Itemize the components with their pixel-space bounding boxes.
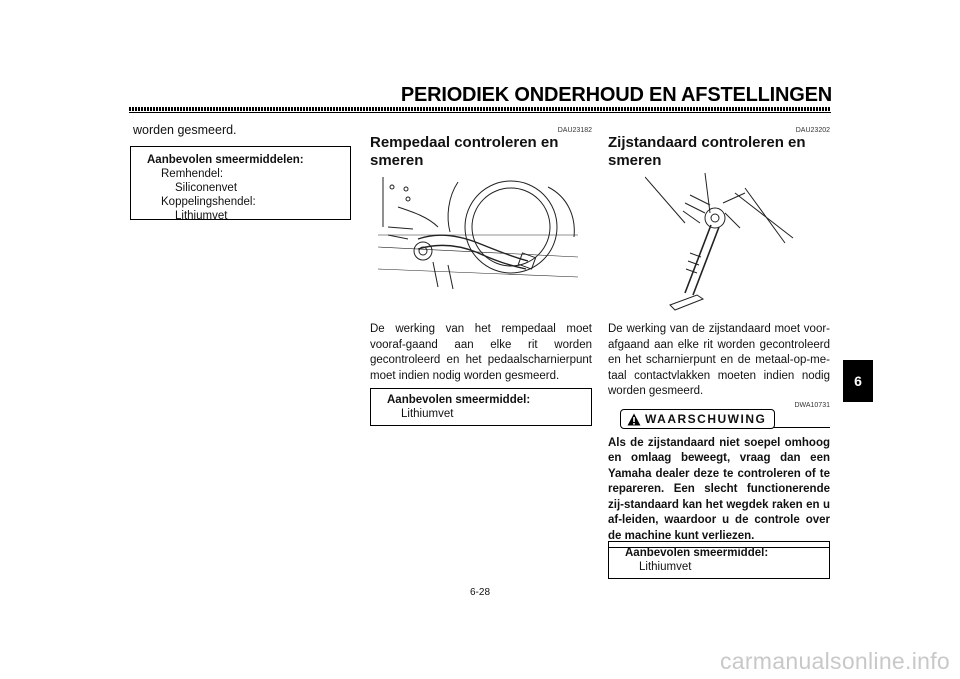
section-paragraph: De werking van het rempedaal moet vooraf-gaand aan elke rit worden gecontroleerd en het pedaalscharnierpunt moet indien nodig worden gesmeerd. [370, 323, 592, 382]
warning-text: Als de zijstandaard niet soepel omhoog en omlaag beweegt, vraag dan een Yamaha dealer deze te controleren of te repareren. Een slecht functionerende zij-standaard kan het wegdek raken en u af-leiden, waardoor u de controle over de machine kunt verliezen. [608, 436, 830, 542]
brake-pedal-drawing [378, 177, 578, 307]
sidestand-illustration [645, 173, 795, 313]
warning-triangle-icon [627, 413, 641, 426]
header-rule-thin [129, 112, 831, 113]
middle-lubricant-box [370, 388, 592, 426]
warning-block [608, 402, 830, 548]
section-code: DAU23202 [795, 127, 830, 134]
left-lubricant-line: Lithiumvet [175, 210, 228, 222]
section-code: DAU23182 [557, 127, 592, 134]
page-number: 6-28 [469, 587, 490, 598]
right-lubricant-title: Aanbevolen smeermiddel: [625, 547, 769, 559]
watermark: carmanualsonline.info [719, 648, 950, 674]
warning-label: WAARSCHUWING [645, 412, 767, 426]
left-lubricant-line: Remhendel: [161, 168, 224, 180]
section-paragraph: De werking van de zijstandaard moet voor-afgaand aan elke rit worden gecontroleerd en het scharnierpunt en de metaal-op-me-taal contactvlakken moeten indien nodig worden gesmeerd. [608, 323, 830, 397]
chapter-tab: 6 [843, 360, 873, 402]
right-lubricant-value: Lithiumvet [639, 561, 692, 573]
left-intro-text: worden gesmeerd. [133, 123, 237, 137]
warning-rule [774, 427, 830, 428]
middle-lubricant-title: Aanbevolen smeermiddel: [387, 394, 531, 406]
right-lubricant-box [608, 541, 830, 579]
left-lubricant-line: Siliconenvet [175, 182, 238, 194]
page-header-title: PERIODIEK ONDERHOUD EN AFSTELLINGEN [400, 84, 832, 106]
warning-code: DWA10731 [794, 402, 830, 409]
brake-pedal-illustration [378, 177, 578, 307]
left-lubricant-title: Aanbevolen smeermiddelen: [147, 154, 304, 166]
section-heading: Rempedaal controleren en smeren [370, 134, 559, 169]
left-lubricant-box [130, 146, 351, 220]
warning-badge [620, 409, 775, 429]
middle-lubricant-value: Lithiumvet [401, 408, 454, 420]
section-heading: Zijstandaard controleren en smeren [608, 134, 806, 169]
sidestand-drawing [645, 173, 795, 313]
left-lubricant-line: Koppelingshendel: [161, 196, 256, 208]
header-rule [129, 107, 831, 111]
